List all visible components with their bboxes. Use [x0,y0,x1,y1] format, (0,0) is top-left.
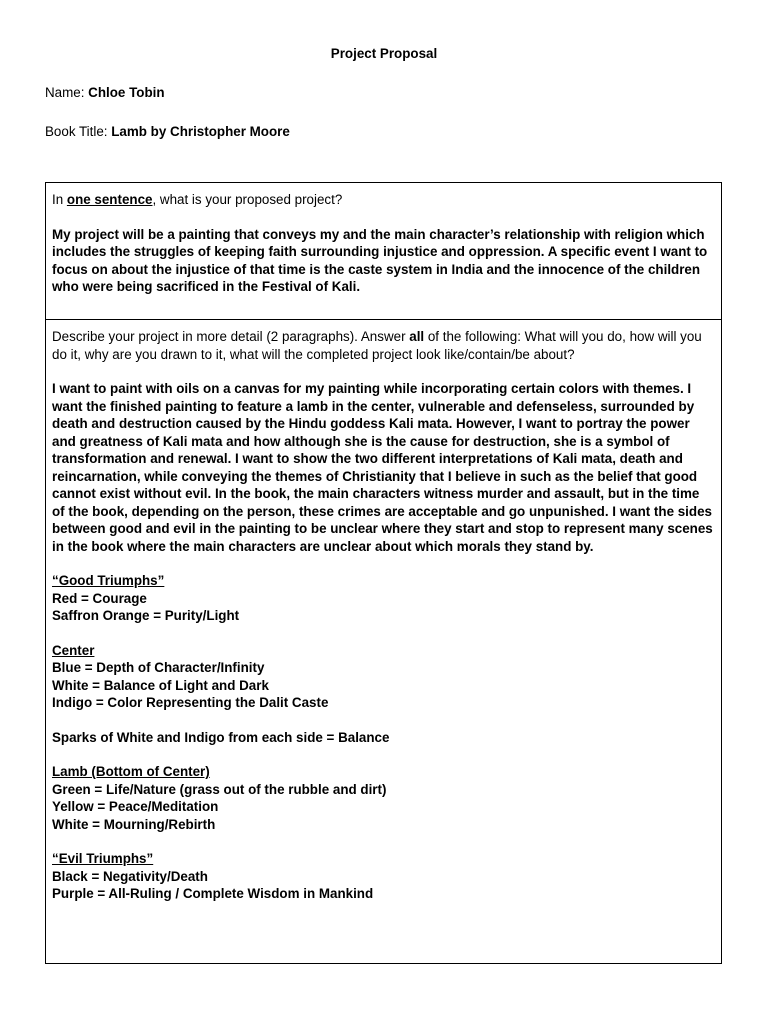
evil-triumphs-heading: “Evil Triumphs” [52,851,154,866]
color-line: Yellow = Peace/Meditation [52,799,219,814]
color-line: Blue = Depth of Character/Infinity [52,660,265,675]
detail-question-prefix: Describe your project in more detail (2 paragraphs). Answer [52,329,410,344]
question-prefix: In [52,192,67,207]
name-value: Chloe Tobin [88,85,165,100]
good-triumphs-group [52,572,714,625]
color-line: Green = Life/Nature (grass out of the rubble and dirt) [52,781,387,797]
proposal-question-box [45,182,722,320]
center-group [52,642,714,712]
detail-question [52,328,714,363]
evil-triumphs-group [52,850,714,903]
name-label: Name: [45,85,89,100]
book-title-field [45,124,290,139]
color-line: Indigo = Color Representing the Dalit Caste [52,695,329,710]
color-line: White = Balance of Light and Dark [52,677,269,693]
color-line: Black = Negativity/Death [52,868,208,884]
detail-question-box [45,319,722,964]
color-line: Purple = All-Ruling / Complete Wisdom in Mankind [52,886,374,901]
book-title-value: Lamb by Christopher Moore [111,124,290,139]
sparks-line: Sparks of White and Indigo from each side = Balance [52,729,390,745]
color-line: Saffron Orange = Purity/Light [52,608,240,623]
book-title-label: Book Title: [45,124,112,139]
question-suffix: , what is your proposed project? [152,192,343,207]
page-title: Project Proposal [330,46,438,61]
question-emphasis: one sentence [66,192,153,207]
name-field [45,85,165,100]
detail-question-emphasis: all [409,329,425,344]
detail-answer: I want to paint with oils on a canvas for my painting while incorporating certain colors with themes. I want the finished painting to feature a lamb in the center, vulnerable and defenseless, surrounded by death and destruction caused by the Hindu goddess Kali mata. However, I want to portray the power and greatness of Kali mata and how although she is the cause for destruction, she is a symbol of transformation and renewal. I want to show the two different interpretations of Kali mata, death and reincarnation, while conveying the themes of Christianity that I believe in such as the belief that good cannot exist without evil. In the book, the main characters witness murder and assault, but in the time of the book, depending on the person, these crimes are acceptable and go unpunished. I want the sides between good and evil in the painting to be unclear where they start and stop to represent many scenes in the book where the main characters are unclear about which morals they stand by. [52,381,713,554]
lamb-heading: Lamb (Bottom of Center) [52,764,210,779]
color-line: Red = Courage [52,590,147,606]
center-heading: Center [52,642,95,658]
proposal-answer: My project will be a painting that conveys my and the main character’s relationship with religion which includes the struggles of keeping faith surrounding injustice and oppression. A specific event I want to focus on about the injustice of that time is the caste system in India and the innocence of the children who were being sacrificed in the Festival of Kali. [52,226,708,294]
good-triumphs-heading: “Good Triumphs” [52,573,165,588]
detail-question-suffix: of the following: What will you do, how will you do it, why are you drawn to it, what will the completed project look like/contain/be about? [52,329,702,362]
proposal-question [52,191,714,209]
color-line: White = Mourning/Rebirth [52,816,216,832]
lamb-group [52,763,714,833]
